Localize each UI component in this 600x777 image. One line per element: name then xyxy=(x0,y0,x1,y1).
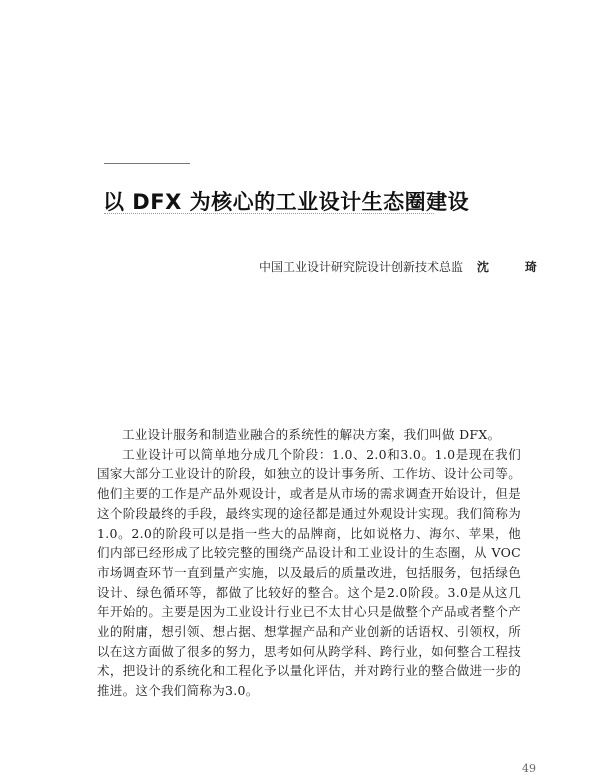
paragraph-intro: 工业设计服务和制造业融合的系统性的解决方案，我们叫做 DFX。 xyxy=(122,427,501,442)
author-name: 沈 琦 xyxy=(476,260,549,274)
paragraph-stages: 工业设计可以简单地分成几个阶段：1.0、2.0和3.0。1.0是现在我们国家大部分工业设计的阶段，如独立的设计事务所、工作坊、设计公司等。他们主要的工作是产品外观设计，或者是从市场的需求调查开始设计，但是这个阶段最终的手段，最终实现的途径都是通过外观设计实现。我们简称为1.0。2.0的阶段可以是指一些大的品牌商，比如说格力、海尔、苹果，他们内部已经形成了比较完整的围绕产品设计和工业设计的生态圈，从 VOC 市场调查环节一直到量产实施，以及最后的质量改进，包括服务，包括绿色设计、绿色循环等，都做了比较好的整合。这个是2.0阶段。3.0是从这几年开始的。主要是因为工业设计行业已不太甘心只是做整个产品或者整个产业的附庸，想引领、想占据、想掌握产品和产业创新的话语权、引领权，所以在这方面做了很多的努力，思考如何从跨学科、跨行业，如何整合工程技术，把设计的系统化和工程化予以量化评估，并对跨行业的整合做进一步的推进。这个我们简称为3.0。 xyxy=(97,446,521,699)
author-line xyxy=(259,258,549,275)
article-title: 以 DFX 为核心的工业设计生态圈建设 xyxy=(103,190,470,214)
title-dotted-rule xyxy=(104,213,434,214)
author-affiliation: 中国工业设计研究院设计创新技术总监 xyxy=(259,260,464,274)
top-rule xyxy=(104,163,190,164)
article-body xyxy=(97,425,521,701)
page-number: 49 xyxy=(522,762,536,775)
